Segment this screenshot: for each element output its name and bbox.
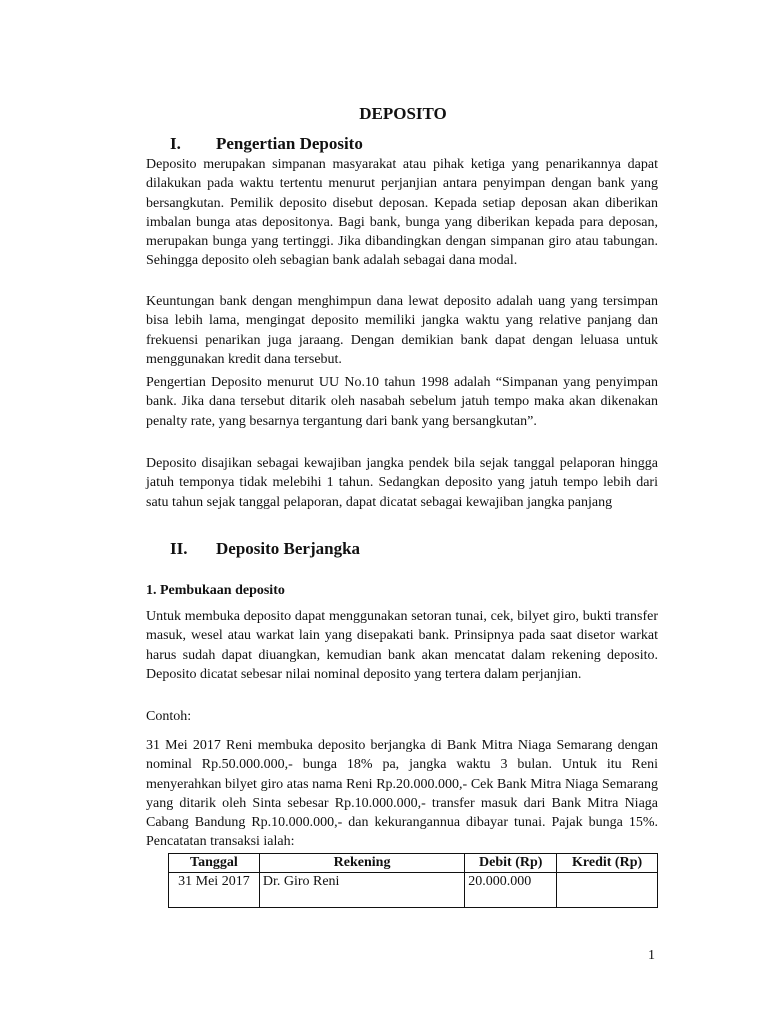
cell-tanggal: 31 Mei 2017	[169, 873, 260, 908]
subsection-heading: 1. Pembukaan deposito	[146, 583, 285, 598]
section-2-paragraph-1: Untuk membuka deposito dapat menggunakan setoran tunai, cek, bilyet giro, bukti transfer masuk, wesel atau warkat lain yang disepakati bank. Prinsipnya pada saat disetor warkat harus sudah dapat diuangkan, kemudian bank akan mencatat dalam rekening deposito. Deposito dicatat sebesar nilai nominal deposito yang tertera dalam perjanjian.	[146, 609, 658, 682]
header-debit: Debit (Rp)	[465, 854, 557, 873]
header-rekening: Rekening	[259, 854, 464, 873]
section-1-paragraph-1: Deposito merupakan simpanan masyarakat atau pihak ketiga yang penarikannya dapat dilakukan pada waktu tertentu menurut perjanjian antara penyimpan dengan bank yang bersangkutan. Pemilik deposito disebut deposan. Kepada setiap deposan akan diberikan imbalan bunga atas depositonya. Bagi bank, bunga yang diberikan kepada para deposan, merupakan bunga yang tertinggi. Jika dibandingkan dengan simpanan giro atau tabungan. Sehingga deposito oleh sebagian bank adalah sebagai dana modal.	[146, 157, 658, 269]
example-label: Contoh:	[146, 709, 192, 724]
table-row	[169, 873, 658, 908]
table-header-row	[169, 854, 658, 873]
section-1-paragraph-3: Pengertian Deposito menurut UU No.10 tahun 1998 adalah “Simpanan yang penyimpan bank. Jika dana tersebut ditarik oleh nasabah sebelum jatuh tempo maka akan dikenakan penalty rate, yang besarnya tergantung dari bank yang bersangkutan”.	[146, 375, 658, 429]
section-2-paragraph-2: 31 Mei 2017 Reni membuka deposito berjangka di Bank Mitra Niaga Semarang dengan nominal Rp.50.000.000,- bunga 18% pa, jangka waktu 3 bulan. Untuk itu Reni menyerahkan bilyet giro atas nama Reni Rp.20.000.000,- Cek Bank Mitra Niaga Semarang yang ditarik oleh Sinta sebesar Rp.10.000.000,- transfer masuk dari Bank Mitra Niaga Cabang Bandung Rp.10.000.000,- dan kekurangannua dibayar tunai. Pajak bunga 15%. Pencatatan transaksi ialah:	[146, 738, 658, 850]
section-2-number: II.	[170, 539, 188, 558]
section-1-paragraph-4: Deposito disajikan sebagai kewajiban jangka pendek bila sejak tanggal pelaporan hingga jatuh temponya tidak melebihi 1 tahun. Sedangkan deposito yang jatuh tempo lebih dari satu tahun sejak tanggal pelaporan, dapat dicatat sebagai kewajiban jangka panjang	[146, 456, 658, 510]
page-number: 1	[648, 948, 655, 963]
cell-rekening: Dr. Giro Reni	[259, 873, 464, 908]
section-1-title: Pengertian Deposito	[216, 134, 363, 153]
section-1-paragraph-2: Keuntungan bank dengan menghimpun dana lewat deposito adalah uang yang tersimpan bisa lebih lama, mengingat deposito memiliki jangka waktu yang relative panjang dan frekuensi penarikan juga jaraang. Dengan demikian bank dapat dengan leluasa untuk menggunakan kredit dana tersebut.	[146, 294, 658, 367]
header-tanggal: Tanggal	[169, 854, 260, 873]
section-2-heading	[170, 539, 360, 559]
section-2-title: Deposito Berjangka	[216, 539, 361, 558]
journal-table	[168, 853, 658, 908]
cell-kredit	[557, 873, 658, 908]
document-title: DEPOSITO	[359, 104, 447, 123]
section-1-number: I.	[170, 134, 181, 153]
cell-debit: 20.000.000	[465, 873, 557, 908]
section-1-heading	[170, 134, 363, 154]
header-kredit: Kredit (Rp)	[557, 854, 658, 873]
